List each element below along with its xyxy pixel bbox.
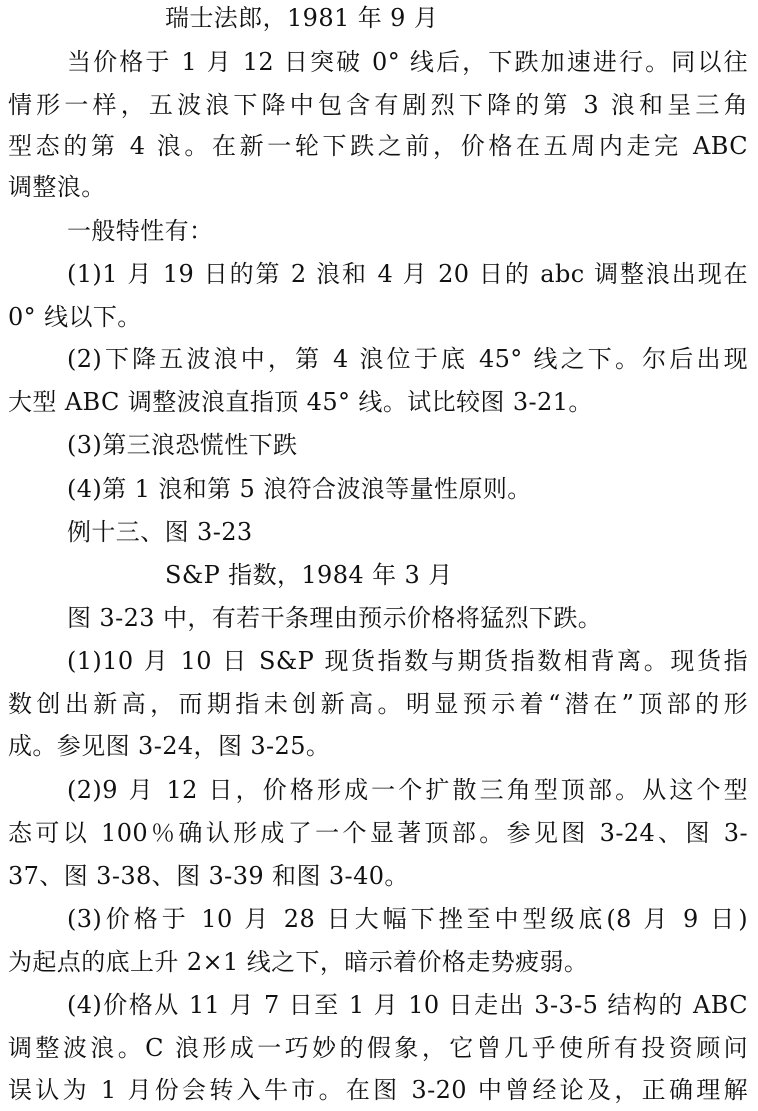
paragraph-line: 图 3-23 中，有若干条理由预示价格将猛烈下跌。 [67,604,603,632]
list-item-continuation: 数创出新高，而期指未创新高。明显预示着“潜在”顶部的形 [8,690,748,718]
subheading-general-features: 一般特性有： [67,217,214,245]
section-heading-swiss-franc: 瑞士法郎，1981 年 9 月 [165,4,439,32]
list-item-continuation: 37、图 3-38、图 3-39 和图 3-40。 [8,862,409,890]
list-item-continuation: 大型 ABC 调整波浪直指顶 45° 线。试比较图 3-21。 [8,388,593,416]
paragraph-line: 调整浪。 [8,173,106,201]
list-item: (3)第三浪恐慌性下跌 [67,431,298,459]
list-item-continuation: 0° 线以下。 [8,303,142,331]
list-item-continuation: 态可以 100％确认形成了一个显著顶部。参见图 3-24、图 3- [8,819,748,847]
list-item: (4)第 1 浪和第 5 浪符合波浪等量性原则。 [67,475,532,503]
paragraph-line: 型态的第 4 浪。在新一轮下跌之前，价格在五周内走完 ABC [8,132,748,160]
example-heading: 例十三、图 3-23 [67,518,253,546]
list-item: (3)价格于 10 月 28 日大幅下挫至中型级底(8 月 9 日) [67,905,748,933]
list-item-continuation: 成。参见图 3-24，图 3-25。 [8,732,331,760]
list-item: (2)9 月 12 日，价格形成一个扩散三角型顶部。从这个型 [67,776,748,804]
list-item: (4)价格从 11 月 7 日至 1 月 10 日走出 3-3-5 结构的 ABC [67,991,748,1019]
list-item-continuation: 误认为 1 月份会转入牛市。在图 3-20 中曾经论及，正确理解 [8,1076,748,1104]
list-item: (2)下降五波浪中，第 4 浪位于底 45° 线之下。尔后出现 [67,345,748,373]
list-item-continuation: 调整波浪。C 浪形成一巧妙的假象，它曾几乎使所有投资顾问 [8,1034,748,1062]
paragraph-line: 当价格于 1 月 12 日突破 0° 线后，下跌加速进行。同以往 [67,48,748,76]
paragraph-line: 情形一样，五波浪下降中包含有剧烈下降的第 3 浪和呈三角 [8,91,748,119]
section-heading-sp-index: S&P 指数，1984 年 3 月 [165,561,453,589]
list-item: (1)1 月 19 日的第 2 浪和 4 月 20 日的 abc 调整浪出现在 [67,260,748,288]
list-item: (1)10 月 10 日 S&P 现货指数与期货指数相背离。现货指 [67,647,748,675]
list-item-continuation: 为起点的底上升 2×1 线之下，暗示着价格走势疲弱。 [8,948,589,976]
